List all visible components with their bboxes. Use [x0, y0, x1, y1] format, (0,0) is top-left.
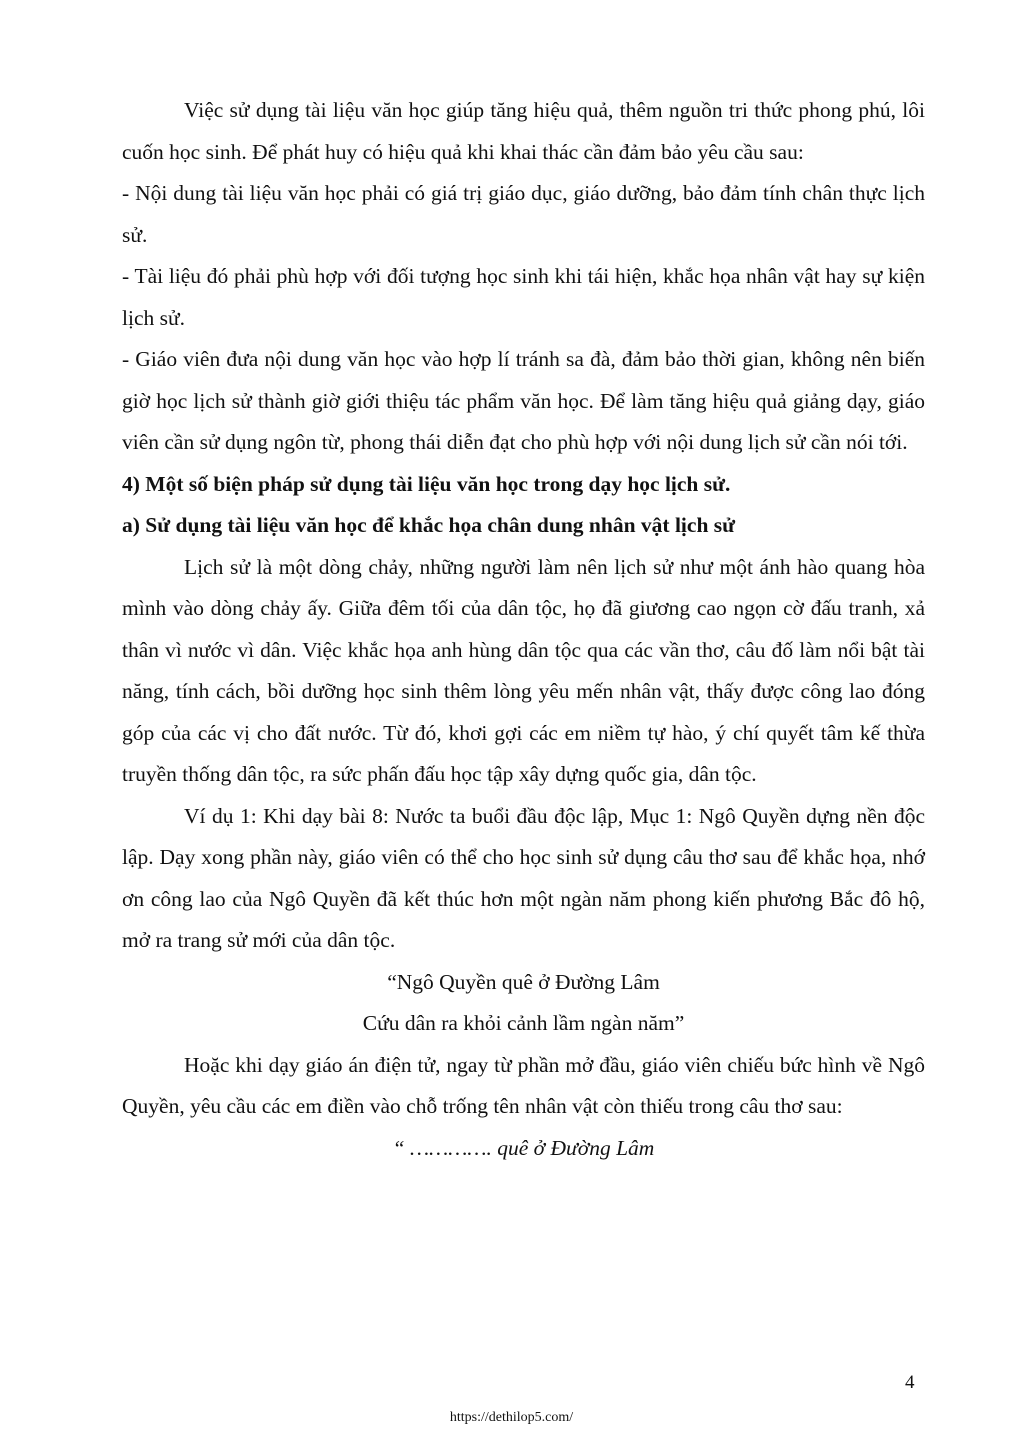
paragraph-intro: Việc sử dụng tài liệu văn học giúp tăng hiệu quả, thêm nguồn tri thức phong phú, lôi cuốn học sinh. Để phát huy có hiệu quả khi khai thác cần đảm bảo yêu cầu sau:	[122, 98, 925, 164]
section-heading: 4) Một số biện pháp sử dụng tài liệu văn học trong dạy học lịch sử.	[122, 471, 731, 496]
paragraph-requirement-3: - Giáo viên đưa nội dung văn học vào hợp lí tránh sa đà, đảm bảo thời gian, không nên biến giờ học lịch sử thành giờ giới thiệu tác phẩm văn học. Để làm tăng hiệu quả giảng dạy, giáo viên cần sử dụng ngôn từ, phong thái diễn đạt cho phù hợp với nội dung lịch sử cần nói tới.	[122, 347, 925, 454]
subsection-heading: a) Sử dụng tài liệu văn học để khắc họa chân dung nhân vật lịch sử	[122, 513, 736, 537]
page-number: 4	[905, 1372, 915, 1393]
document-body	[122, 90, 925, 1169]
paragraph-history: Lịch sử là một dòng chảy, những người làm nên lịch sử như một ánh hào quang hòa mình vào dòng chảy ấy. Giữa đêm tối của dân tộc, họ đã giương cao ngọn cờ đấu tranh, xả thân vì nước vì dân. Việc khắc họa anh hùng dân tộc qua các vần thơ, câu đố làm nổi bật tài năng, tính cách, bồi dưỡng học sinh thêm lòng yêu mến nhân vật, thấy được công lao đóng góp của các vị cho đất nước. Từ đó, khơi gợi các em niềm tự hào, ý chí quyết tâm kế thừa truyền thống dân tộc, ra sức phấn đấu học tập xây dựng quốc gia, dân tộc.	[122, 554, 925, 786]
paragraph-requirement-1: - Nội dung tài liệu văn học phải có giá trị giáo dục, giáo dưỡng, bảo đảm tính chân thực lịch sử.	[122, 181, 925, 247]
footer-url[interactable]: https://dethilop5.com/	[449, 1410, 574, 1425]
paragraph-requirement-2: - Tài liệu đó phải phù hợp với đối tượng học sinh khi tái hiện, khắc họa nhân vật hay sự kiện lịch sử.	[122, 264, 925, 330]
poem-fill-blank: “ …………. quê ở Đường Lâm	[392, 1135, 655, 1160]
poem-line-1: “Ngô Quyền quê ở Đường Lâm	[387, 969, 660, 994]
paragraph-electronic-lesson: Hoặc khi dạy giáo án điện tử, ngay từ phần mở đầu, giáo viên chiếu bức hình về Ngô Quyền, yêu cầu các em điền vào chỗ trống tên nhân vật còn thiếu trong câu thơ sau:	[122, 1052, 925, 1118]
paragraph-example-1: Ví dụ 1: Khi dạy bài 8: Nước ta buổi đầu độc lập, Mục 1: Ngô Quyền dựng nền độc lập. Dạy xong phần này, giáo viên có thể cho học sinh sử dụng câu thơ sau để khắc họa, nhớ ơn công lao của Ngô Quyền đã kết thúc hơn một ngàn năm phong kiến phương Bắc đô hộ, mở ra trang sử mới của dân tộc.	[122, 803, 925, 952]
poem-line-2: Cứu dân ra khỏi cảnh lầm ngàn năm”	[362, 1011, 685, 1035]
